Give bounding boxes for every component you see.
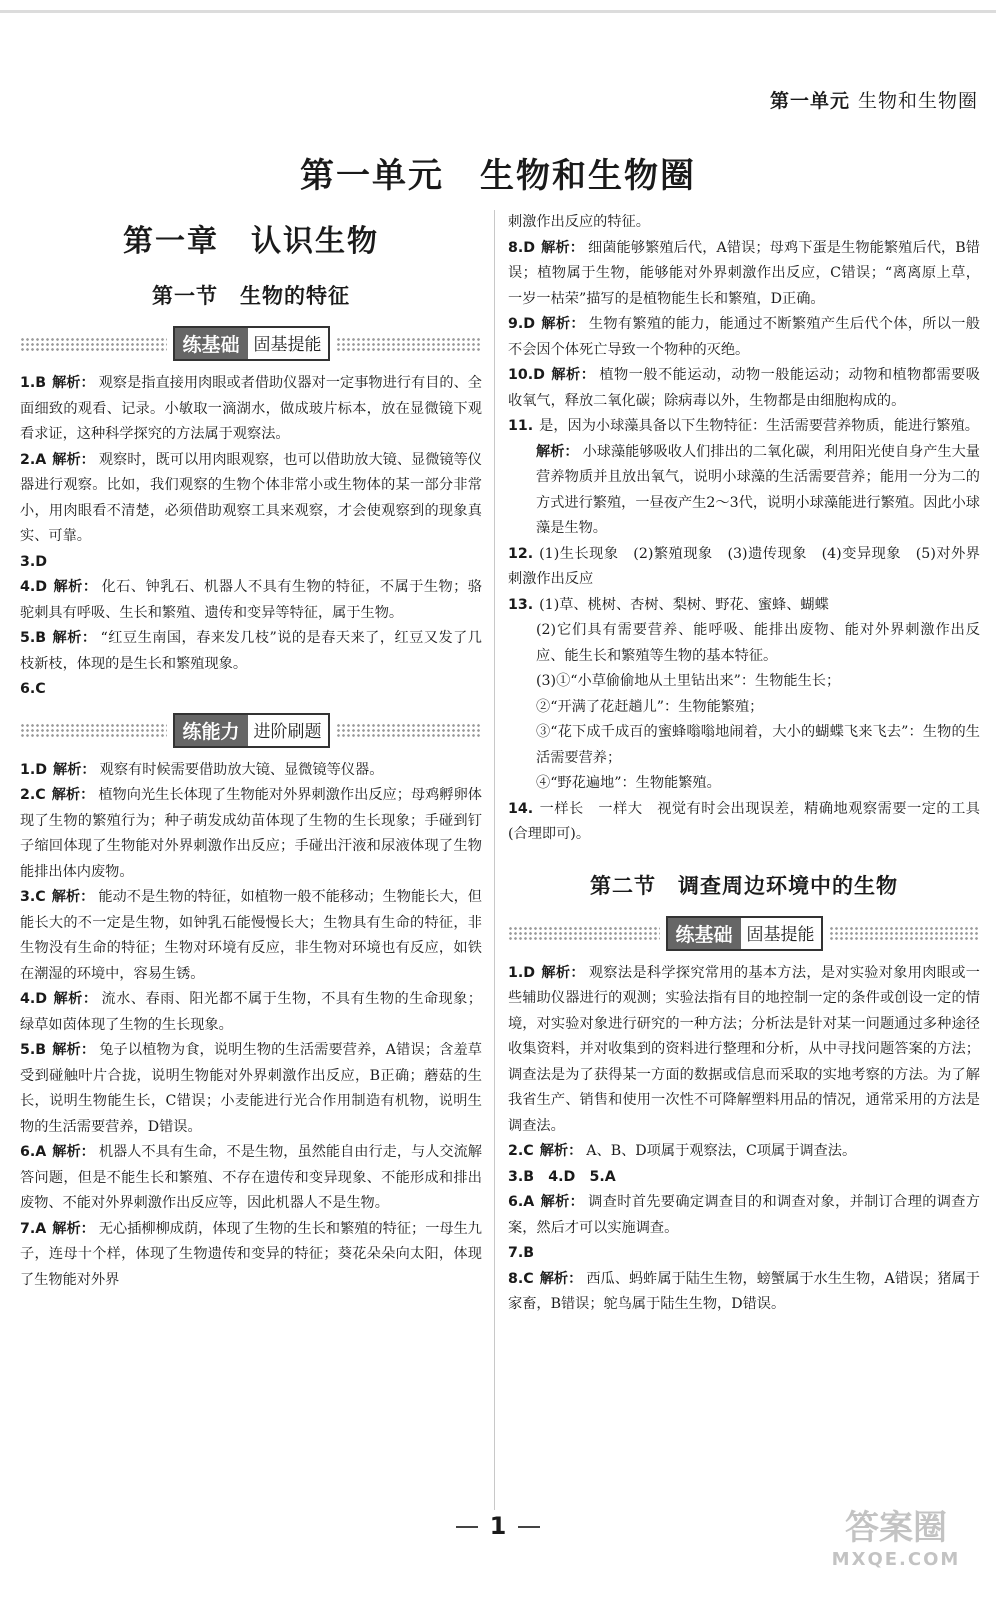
answer-number: 4.D — [20, 579, 48, 595]
banner-sub-label: 固基提能 — [248, 328, 328, 359]
answer-item — [508, 1241, 980, 1267]
answer-list-ability-right — [508, 210, 980, 848]
answer-text: 植物向光生长体现了生物能对外界刺激作出反应；母鸡孵卵体现了生物的繁殖行为；种子萌发成幼苗体现了生物的生长现象；手碰到钉子缩回体现了生物能对外界刺激作出反应；手碰出汗液和尿液体现了生物能排出体内废物。 — [20, 787, 482, 880]
banner-dots — [336, 337, 483, 351]
analysis-label: 解析： — [539, 1270, 583, 1287]
answer-item — [508, 363, 980, 414]
answer-item — [508, 797, 980, 848]
answer-text: 一样长 一样大 视觉有时会出现误差，精确地观察需要一定的工具(合理即可)。 — [508, 800, 980, 842]
right-column — [508, 210, 980, 1318]
answer-number: 12. — [508, 545, 534, 562]
answer-text: 是，因为小球藻具备以下生物特征：生活需要营养物质，能进行繁殖。 — [539, 418, 979, 434]
answer-item — [508, 414, 980, 440]
answer-item — [20, 448, 482, 550]
running-head-title: 生物和生物圈 — [857, 90, 978, 112]
answer-list-basic-1 — [20, 371, 482, 703]
answer-number: 9.D — [508, 316, 536, 332]
answer-item — [20, 885, 482, 987]
answer-text: 无心插柳柳成荫，体现了生物的生长和繁殖的特征；一母生九子，连母十个样，体现了生物遗传和变异的特征；葵花朵朵向太阳，体现了生物能对外界 — [20, 1220, 482, 1288]
answer-number: 1.D — [20, 761, 48, 778]
analysis-label: 解析： — [53, 579, 98, 595]
analysis-label: 解析： — [52, 630, 97, 646]
answer-item — [20, 1217, 482, 1294]
answer-text: 流水、春雨、阳光都不属于生物，不具有生物的生命现象；绿草如茵体现了生物的生长现象。 — [20, 991, 482, 1033]
chapter-title: 第一章 认识生物 — [123, 224, 379, 259]
analysis-label: 解析： — [51, 889, 95, 905]
answer-text: ③“花下成千成百的蜜蜂嗡嗡地闹着，大小的蝴蝶飞来飞去”：生物的生活需要营养； — [536, 724, 980, 766]
answer-number: 8.D — [508, 239, 536, 256]
analysis-label: 解析： — [52, 1220, 95, 1237]
answer-number: 7.A — [20, 1220, 47, 1237]
banner-dots — [20, 723, 167, 737]
watermark-url: MXQE.COM — [831, 1549, 961, 1570]
banner-dots — [20, 337, 167, 351]
page-dash-left — [456, 1526, 478, 1528]
analysis-label: 解析： — [541, 964, 585, 981]
answer-number: 13. — [508, 596, 534, 613]
banner-ability — [20, 713, 482, 748]
banner-main-label: 练能力 — [175, 715, 248, 746]
answer-item — [20, 677, 482, 703]
answer-text: 观察时，既可以用肉眼观察，也可以借助放大镜、显微镜等仪器进行观察。比如，我们观察的生物个体非常小或生物体的某一部分非常小，用肉眼看不清楚，必须借助观察工具来观察，才会使观察到的现象真实、可靠。 — [20, 451, 482, 544]
answer-text: A、B、D项属于观察法，C项属于调查法。 — [586, 1143, 857, 1159]
analysis-label: 解析： — [53, 991, 98, 1007]
answer-text: ④“野花遍地”：生物能繁殖。 — [536, 775, 721, 791]
answer-item — [20, 783, 482, 885]
answer-item — [20, 575, 482, 626]
answer-number: 6.A — [20, 1144, 47, 1160]
analysis-label: 解析： — [550, 367, 596, 383]
banner-dots — [829, 926, 981, 940]
answer-item — [20, 1038, 482, 1140]
watermark-logo — [816, 1500, 976, 1590]
answer-text: 调查时首先要确定调查目的和调查对象，并制订合理的调查方案，然后才可以实施调查。 — [508, 1194, 980, 1236]
banner-sub-label: 固基提能 — [741, 918, 821, 949]
analysis-label: 解析： — [539, 1143, 583, 1159]
answer-item — [20, 758, 482, 784]
answer-item — [20, 626, 482, 677]
answer-text: 生物有繁殖的能力，能通过不断繁殖产生后代个体，所以一般不会因个体死亡导致一个物种的灭绝。 — [508, 316, 980, 358]
answer-item — [508, 1165, 980, 1191]
answer-item — [508, 771, 980, 797]
banner-basic-2 — [508, 916, 980, 951]
answer-text: 细菌能够繁殖后代，A错误；母鸡下蛋是生物能繁殖后代，B错误；植物属于生物，能够能对外界刺激作出反应，C错误；“离离原上草，一岁一枯荣”描写的是植物能生长和繁殖，D正确。 — [508, 239, 980, 307]
answer-text: 观察是指直接用肉眼或者借助仪器对一定事物进行有目的、全面细致的观看、记录。小敏取一滴湖水，做成玻片标本，放在显微镜下观看求证，这种科学探究的方法属于观察法。 — [20, 375, 482, 442]
page-dash-right — [518, 1526, 540, 1528]
answer-list-ability-left — [20, 758, 482, 1294]
answer-text: 刺激作出反应的特征。 — [508, 214, 650, 230]
left-column — [20, 210, 482, 1293]
answer-item — [508, 1190, 980, 1241]
answer-item — [508, 1267, 980, 1318]
answer-number: 2.A — [20, 451, 47, 468]
answer-number: 4.D — [20, 991, 48, 1007]
unit-title: 第一单元 生物和生物圈 — [300, 156, 696, 196]
answer-text: 植物一般不能运动，动物一般能运动；动物和植物都需要吸收氧气，释放二氧化碳；除病毒以外，生物都是由细胞构成的。 — [508, 367, 980, 409]
answer-number: 10.D — [508, 367, 545, 383]
answer-number: 3.C — [20, 889, 46, 905]
answer-text: 小球藻能够吸收人们排出的二氧化碳，利用阳光使自身产生大量营养物质并且放出氧气，说明小球藻的生活需要营养；能用一分为二的方式进行繁殖，一昼夜产生2～3代，说明小球藻能进行繁殖。因此小球藻是生物。 — [536, 443, 980, 536]
answer-number: 1.B — [20, 375, 47, 391]
answer-number: 3.B 4.D 5.A — [508, 1168, 616, 1185]
running-head — [770, 86, 978, 113]
answer-number: 6.C — [20, 681, 46, 697]
analysis-label: 解析： — [51, 787, 95, 803]
answer-text: 能动不是生物的特征，如植物一般不能移动；生物能长大，但能长大的不一定是生物，如钟乳石能慢慢长大；生物具有生命的特征，非生物没有生命的特征；生物对环境有反应，非生物对环境也有反应，如铁在潮湿的环境中，容易生锈。 — [20, 889, 482, 982]
answer-text: ②“开满了花赶趟儿”：生物能繁殖； — [536, 698, 764, 715]
banner-box — [666, 916, 823, 951]
analysis-label: 解析： — [52, 375, 95, 391]
answer-item — [508, 618, 980, 669]
answer-item — [508, 961, 980, 1140]
answer-text: “红豆生南国，春来发几枝”说的是春天来了，红豆又发了几枝新枝，体现的是生长和繁殖现象。 — [20, 630, 482, 672]
section-title-1: 第一节 生物的特征 — [152, 284, 350, 308]
banner-basic-1 — [20, 326, 482, 361]
answer-item — [20, 987, 482, 1038]
answer-number: 2.C — [20, 787, 46, 803]
answer-item — [20, 371, 482, 448]
answer-item — [20, 550, 482, 576]
analysis-label: 解析： — [541, 316, 585, 332]
analysis-label: 解析： — [52, 451, 95, 468]
answer-text: (1)生长现象 (2)繁殖现象 (3)遗传现象 (4)变异现象 (5)对外界刺激作出反应 — [508, 545, 980, 587]
answer-item — [508, 1139, 980, 1165]
analysis-label: 解析： — [53, 761, 96, 778]
answer-list-basic-2 — [508, 961, 980, 1318]
answer-number: 14. — [508, 800, 534, 817]
answer-item — [508, 720, 980, 771]
answer-item — [508, 669, 980, 695]
banner-dots — [336, 723, 483, 737]
analysis-label: 解析： — [541, 239, 584, 256]
answer-text: 西瓜、蚂蚱属于陆生生物，螃蟹属于水生生物，A错误；猪属于家畜，B错误；鸵鸟属于陆生生物，D错误。 — [508, 1270, 980, 1312]
banner-main-label: 练基础 — [668, 918, 741, 949]
analysis-label: 解析： — [52, 1144, 95, 1160]
analysis-label: 解析： — [52, 1042, 96, 1058]
answer-item — [508, 542, 980, 593]
answer-text: (3)①“小草偷偷地从土里钻出来”：生物能生长； — [536, 673, 841, 689]
answer-number: 2.C — [508, 1143, 534, 1159]
answer-item — [508, 210, 980, 236]
answer-number: 6.A — [508, 1194, 535, 1210]
answer-number: 8.C — [508, 1270, 534, 1287]
analysis-label: 解析： — [536, 443, 579, 460]
answer-text: 兔子以植物为食，说明生物的生活需要营养，A错误；含羞草受到碰触叶片合拢，说明生物能对外界刺激作出反应，B正确；蘑菇的生长，说明生物能生长，C错误；小麦能进行光合作用制造有机物，说明生物的生活需要营养，D错误。 — [20, 1042, 482, 1135]
answer-item — [508, 312, 980, 363]
answer-text: 机器人不具有生命，不是生物，虽然能自由行走，与人交流解答问题，但是不能生长和繁殖、不存在遗传和变异现象、不能形成和排出废物、不能对外界刺激作出反应等，因此机器人不是生物。 — [20, 1144, 482, 1211]
banner-main-label: 练基础 — [175, 328, 248, 359]
running-head-unit: 第一单元 — [769, 90, 850, 112]
answer-number: 5.B — [20, 1042, 47, 1058]
answer-text: 观察有时候需要借助放大镜、显微镜等仪器。 — [99, 761, 384, 778]
answer-item — [508, 593, 980, 619]
answer-text: 观察法是科学探究常用的基本方法，是对实验对象用肉眼或一些辅助仪器进行的观测；实验法指有目的地控制一定的条件或创设一定的情境，对实验对象进行研究的一种方法；分析法是针对某一问题通过多种途径收集资料，并对收集到的资料进行整理和分析，从中寻找问题答案的方法；调查法是为了获得某一方面的数据或信息而采取的实地考察的方法。为了解我省生产、销售和使用一次性不可降解塑料用品的情况，通常采用的方法是调查法。 — [508, 964, 980, 1134]
watermark-text: 答案圈 — [845, 1508, 947, 1548]
answer-text: (2)它们具有需要营养、能呼吸、能排出废物、能对外界刺激作出反应、能生长和繁殖等生物的基本特征。 — [536, 622, 980, 664]
answer-text: 化石、钟乳石、机器人不具有生物的特征，不属于生物；骆驼刺具有呼吸、生长和繁殖、遗传和变异等特征，属于生物。 — [20, 579, 482, 621]
answer-number: 7.B — [508, 1245, 535, 1261]
banner-dots — [508, 926, 660, 940]
top-rule — [0, 10, 996, 13]
answer-item — [508, 695, 980, 721]
answer-number: 5.B — [20, 630, 47, 646]
analysis-label: 解析： — [540, 1194, 585, 1210]
banner-box — [173, 326, 330, 361]
answer-item — [508, 236, 980, 313]
answer-number: 1.D — [508, 964, 536, 981]
answer-text: (1)草、桃树、杏树、梨树、野花、蜜蜂、蝴蝶 — [539, 596, 829, 613]
answer-item — [508, 440, 980, 542]
banner-sub-label: 进阶刷题 — [248, 715, 328, 746]
column-divider — [494, 210, 495, 1510]
banner-box — [173, 713, 330, 748]
answer-number: 3.D — [20, 553, 48, 570]
answer-item — [20, 1140, 482, 1217]
page-number-value: 1 — [489, 1512, 507, 1540]
answer-number: 11. — [508, 418, 534, 434]
section-title-2: 第二节 调查周边环境中的生物 — [590, 873, 898, 898]
